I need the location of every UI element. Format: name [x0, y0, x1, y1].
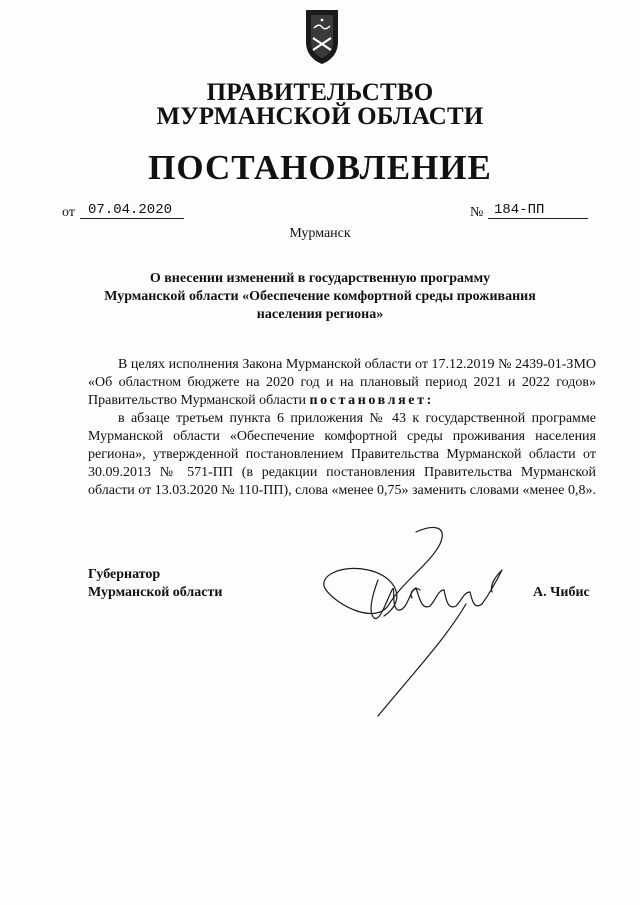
subject-line: О внесении изменений в государственную программу [149, 271, 491, 286]
document-type-title: ПОСТАНОВЛЕНИЕ [148, 148, 492, 187]
decree-keyword: постановляет: [309, 393, 434, 408]
document-number: 184-ПП [488, 202, 588, 219]
document-subject [85, 270, 555, 324]
issue-city: Мурманск [289, 226, 351, 241]
date-label: от [62, 205, 75, 220]
signatory-name: А. Чибис [533, 585, 590, 600]
handwritten-signature-icon [316, 520, 516, 720]
organization-name-line1: ПРАВИТЕЛЬСТВО [206, 79, 434, 106]
body-paragraph-preamble [88, 356, 596, 410]
signatory-title-line: Губернатор [88, 567, 161, 582]
coat-of-arms-icon [297, 8, 347, 66]
body-paragraph-amendment: в абзаце третьем пункта 6 приложения № 43 к государственной программе Мурманской области «Обеспечение комфортной среды проживания населения региона», утвержденной постановлением Правительства Мурманской области от 30.09.2013 № 571-ПП (в редакции постановления Правительства Мурманской области от 13.03.2020 № 110-ПП), слова «менее 0,75» заменить словами «менее 0,8». [88, 411, 596, 498]
subject-line: Мурманской области «Обеспечение комфортной среды проживания [104, 289, 536, 304]
document-date: 07.04.2020 [80, 202, 184, 219]
signatory-title [88, 566, 222, 602]
subject-line: населения региона» [256, 307, 384, 322]
signatory-title-line: Мурманской области [88, 585, 223, 600]
number-label: № [470, 205, 484, 220]
preamble-text: В целях исполнения Закона Мурманской области от 17.12.2019 № 2439-01-ЗМО «Об областном бюджете на 2020 год и на плановый период 2021 и 2022 годов» Правительство Мурманской области [88, 357, 596, 408]
organization-name-line2: МУРМАНСКОЙ ОБЛАСТИ [156, 103, 484, 130]
